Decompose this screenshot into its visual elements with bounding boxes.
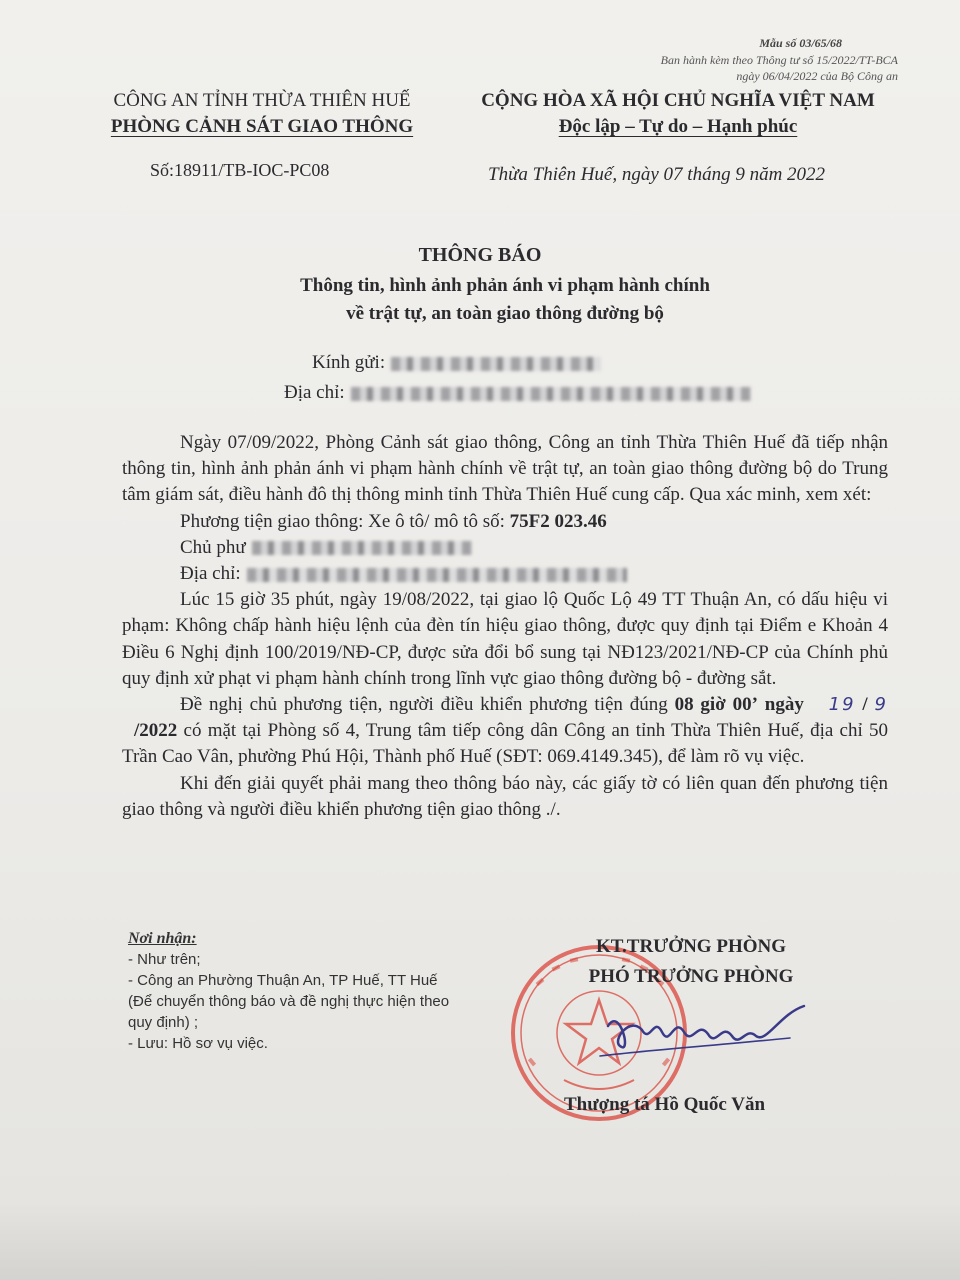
signatory-title	[556, 932, 826, 992]
nation-name: CỘNG HÒA XÃ HỘI CHỦ NGHĨA VIỆT NAM	[481, 90, 875, 111]
license-plate: 75F2 023.46	[509, 510, 607, 532]
signatory-title-line2: PHÓ TRƯỞNG PHÒNG	[588, 966, 794, 987]
notice-body	[122, 430, 888, 823]
addressee-to-label: Kính gửi:	[312, 352, 386, 373]
addressee-to	[284, 348, 751, 378]
summons-start: Đề nghị chủ phương tiện, người điều khiển phương tiện đúng	[180, 694, 668, 716]
recipient-item: - Như trên;	[128, 951, 201, 968]
summons-time: 08 giờ 00’	[674, 694, 758, 716]
agency-unit: PHÒNG CẢNH SÁT GIAO THÔNG	[110, 116, 414, 137]
recipient-item: - Lưu: Hồ sơ vụ việc.	[128, 1035, 268, 1052]
summons-date-sep: /	[862, 694, 868, 716]
paragraph-summons	[122, 692, 888, 771]
form-reference-line2: ngày 06/04/2022 của Bộ Công an	[736, 69, 898, 83]
issuing-agency	[92, 88, 432, 140]
form-reference-line1: Ban hành kèm theo Thông tư số 15/2022/TT-BCA	[660, 53, 898, 67]
subtitle-line1: Thông tin, hình ảnh phản ánh vi phạm hành chính	[300, 275, 710, 296]
subtitle-line2: về trật tự, an toàn giao thông đường bộ	[346, 303, 664, 324]
dateline: Thừa Thiên Huế, ngày 07 tháng 9 năm 2022	[488, 164, 826, 185]
recipient-item: (Để chuyển thông báo và đề nghị thực hiện theo	[128, 993, 450, 1010]
redacted-address	[351, 387, 751, 401]
summons-day: 19	[828, 694, 856, 716]
owner-line	[122, 535, 888, 561]
document-title: THÔNG BÁO	[418, 244, 542, 266]
recipients-heading: Nơi nhận:	[128, 930, 197, 947]
owner-label: Chủ phư	[180, 536, 246, 558]
vehicle-label: Phương tiện giao thông: Xe ô tô/ mô tô số:	[180, 510, 505, 532]
photo-shadow	[0, 1200, 960, 1280]
redacted-name	[391, 357, 601, 371]
signatory-title-line1: KT.TRƯỞNG PHÒNG	[596, 936, 786, 957]
owner-address-label: Địa chỉ:	[180, 563, 241, 585]
signer-name: Thượng tá Hồ Quốc Văn	[564, 1094, 766, 1115]
addressee-address-label: Địa chỉ:	[284, 382, 345, 403]
redacted-owner-address	[247, 568, 627, 582]
summons-rest: có mặt tại Phòng số 4, Trung tâm tiếp công dân Công an tỉnh Thừa Thiên Huế, địa chỉ 50 Trần Cao Vân, phường Phú Hội, Thành phố Huế (SĐT: 069.4149.345), để làm rõ vụ việc.	[122, 720, 889, 768]
recipient-item: - Công an Phường Thuận An, TP Huế, TT Huế	[128, 972, 438, 989]
document-subtitle	[0, 272, 960, 328]
recipient-item: quy định) ;	[128, 1014, 199, 1031]
summons-month: 9	[874, 694, 888, 716]
vehicle-line	[122, 509, 888, 535]
addressee-address	[284, 378, 751, 408]
form-reference	[661, 52, 898, 84]
nation-motto: Độc lập – Tự do – Hạnh phúc	[558, 116, 798, 137]
handwritten-signature	[590, 986, 810, 1076]
redacted-owner	[252, 541, 472, 555]
summons-day-label: ngày	[764, 694, 804, 716]
paragraph-violation: Lúc 15 giờ 35 phút, ngày 19/08/2022, tại giao lộ Quốc Lộ 49 TT Thuận An, có dấu hiệu vi phạm: Không chấp hành hiệu lệnh của đèn tín hiệu giao thông, được quy định tại Điểm e Khoản 4 Điều 6 Nghị định 100/2019/NĐ-CP, được sửa đổi bổ sung tại NĐ123/2021/NĐ-CP của Chính phủ quy định xử phạt vi phạm hành chính trong lĩnh vực giao thông đường bộ - đường sắt.	[122, 589, 888, 689]
owner-address-line	[122, 561, 888, 587]
addressee-block	[284, 348, 751, 408]
summons-year: /2022	[134, 720, 178, 742]
national-header	[448, 88, 908, 140]
form-number: Mẫu số 03/65/68	[759, 36, 842, 50]
paragraph-received: Ngày 07/09/2022, Phòng Cảnh sát giao thông, Công an tỉnh Thừa Thiên Huế đã tiếp nhận thông tin, hình ảnh phản ánh vi phạm hành chính về trật tự, an toàn giao thông đường bộ do Trung tâm giám sát, điều hành đô thị thông minh tỉnh Thừa Thiên Huế cung cấp. Qua xác minh, xem xét:	[122, 432, 888, 506]
recipients-block	[128, 928, 449, 1054]
agency-parent: CÔNG AN TỈNH THỪA THIÊN HUẾ	[113, 90, 411, 111]
document-number: Số:18911/TB-IOC-PC08	[150, 160, 330, 180]
paragraph-instructions: Khi đến giải quyết phải mang theo thông báo này, các giấy tờ có liên quan đến phương tiện giao thông và người điều khiển phương tiện giao thông ./.	[122, 772, 888, 820]
